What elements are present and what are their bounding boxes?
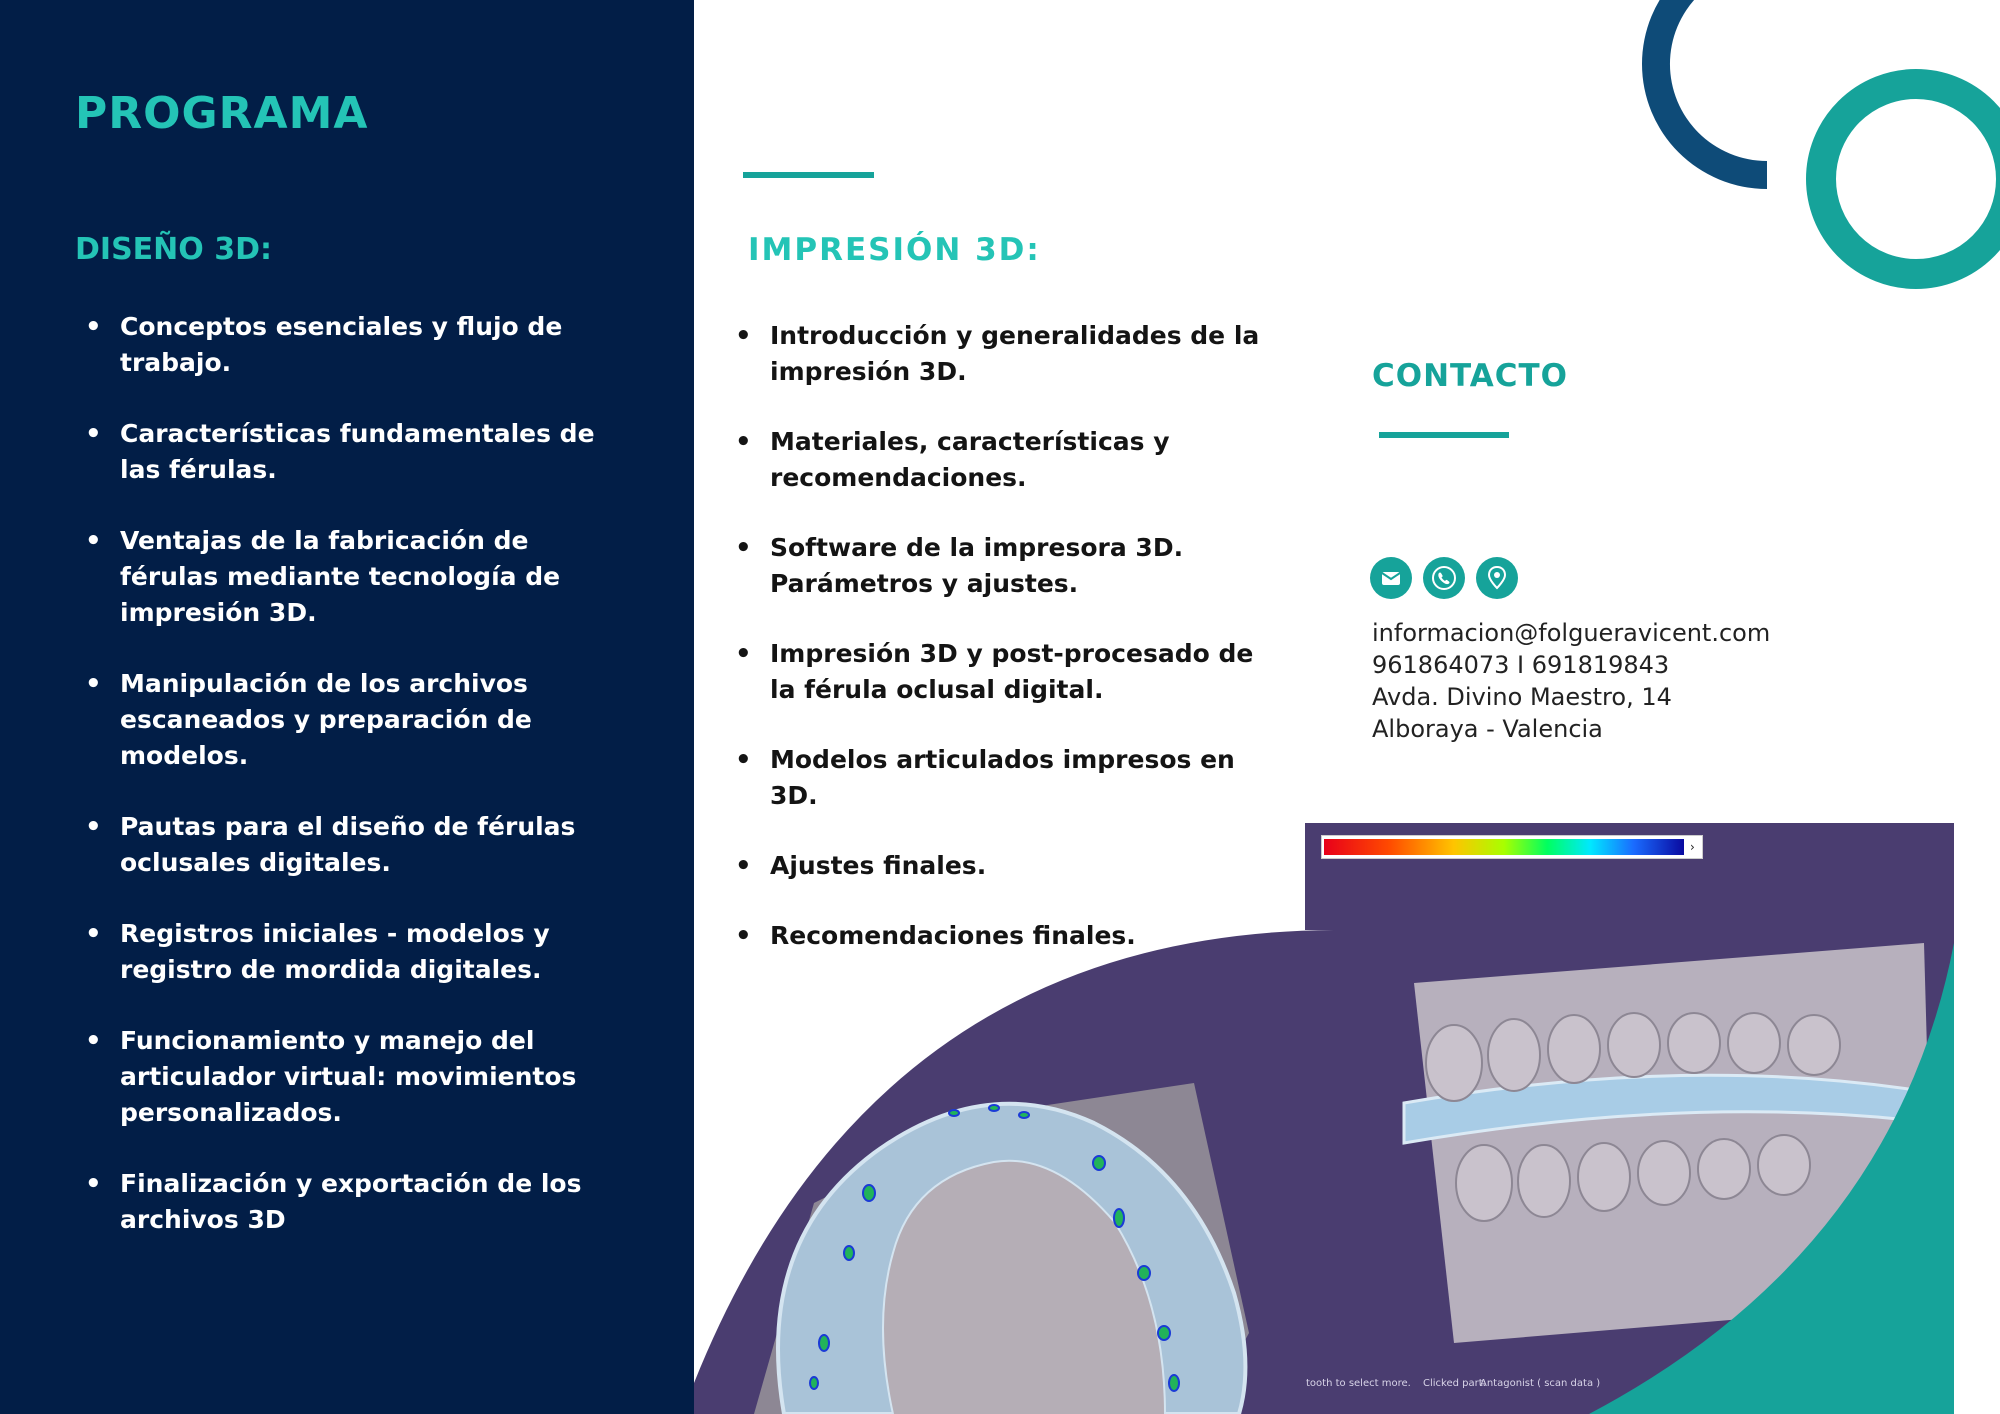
- teal-ring-decoration: [1806, 69, 2000, 289]
- list-item: • Conceptos esenciales y flujo de trabajo.: [75, 309, 635, 381]
- clicked-part-label: Clicked part:: [1423, 1378, 1487, 1389]
- list-item: • Modelos articulados impresos en 3D.: [725, 742, 1270, 814]
- list-item: • Materiales, características y recomendaciones.: [725, 424, 1270, 496]
- list-item: • Manipulación de los archivos escaneados y preparación de modelos.: [75, 666, 635, 774]
- list-item: • Software de la impresora 3D. Parámetros y ajustes.: [725, 530, 1270, 602]
- list-item: • Introducción y generalidades de la impresión 3D.: [725, 318, 1270, 390]
- design-3d-list: [75, 309, 635, 1273]
- contact-details: [1372, 617, 1770, 745]
- list-item: • Registros iniciales - modelos y registro de mordida digitales.: [75, 916, 635, 988]
- print-3d-heading: IMPRESIÓN 3D:: [748, 232, 1041, 268]
- list-item: • Funcionamiento y manejo del articulador virtual: movimientos personalizados.: [75, 1023, 635, 1131]
- dark-ring-decoration: [1580, 0, 1780, 220]
- splint-photo-scans: [694, 823, 2000, 1414]
- list-item: • Ventajas de la fabricación de férulas mediante tecnología de impresión 3D.: [75, 523, 635, 631]
- list-item: • Pautas para el diseño de férulas oclusales digitales.: [75, 809, 635, 881]
- list-item: • Características fundamentales de las férulas.: [75, 416, 635, 488]
- list-item: • Recomendaciones finales.: [725, 918, 1270, 954]
- chevron-right-icon[interactable]: ›: [1690, 840, 1695, 854]
- deviation-color-scale: [1321, 835, 1703, 859]
- program-title: PROGRAMA: [75, 88, 369, 139]
- list-item: • Impresión 3D y post-procesado de la férula oclusal digital.: [725, 636, 1270, 708]
- mail-icon[interactable]: [1370, 557, 1412, 599]
- address-line: Alboraya - Valencia: [1372, 715, 1603, 743]
- location-pin-icon[interactable]: [1476, 557, 1518, 599]
- contact-accent-line: [1379, 432, 1509, 438]
- phone-icon[interactable]: [1423, 557, 1465, 599]
- email-link[interactable]: informacion@folgueravicent.com: [1372, 619, 1771, 647]
- list-item: • Finalización y exportación de los archivos 3D: [75, 1166, 635, 1238]
- phone-numbers[interactable]: 961864073 I 691819843: [1372, 651, 1670, 679]
- address-line: Avda. Divino Maestro, 14: [1372, 683, 1672, 711]
- design-3d-heading: DISEÑO 3D:: [75, 232, 272, 267]
- clicked-part-value: Antagonist ( scan data ): [1480, 1378, 1601, 1389]
- print-accent-line: [743, 172, 874, 178]
- contact-title: CONTACTO: [1372, 358, 1569, 394]
- list-item: • Ajustes finales.: [725, 848, 1270, 884]
- hint-label: tooth to select more.: [1306, 1378, 1411, 1389]
